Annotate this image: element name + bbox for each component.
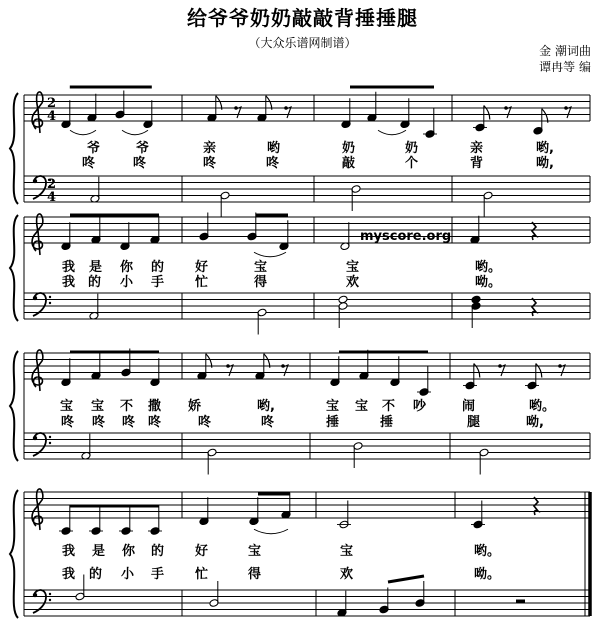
eighth-rest-icon [281, 364, 288, 376]
quarter-rest-icon [534, 497, 538, 515]
lyricist-credit: 金 潮词曲 [539, 44, 591, 58]
lyric-syllable: 呦。 [475, 275, 502, 290]
lyric-syllable: 咚 [82, 156, 96, 171]
treble-clef-icon [32, 350, 43, 391]
treble-clef-icon [32, 214, 43, 255]
lyric-syllable: 哟 [267, 141, 281, 156]
eighth-rest-icon [564, 106, 571, 118]
note-beam [388, 576, 424, 582]
lyric-syllable: 宝 [254, 260, 268, 275]
eighth-rest-icon [234, 106, 241, 118]
lyric-syllable: 得 [254, 275, 268, 290]
time-sig-bottom: 4 [47, 109, 57, 124]
lyric-syllable: 宝 [355, 399, 369, 414]
brace [10, 351, 18, 461]
lyric-syllable: 手 [151, 567, 165, 582]
brace [10, 93, 18, 204]
lyric-syllable: 宝 [340, 544, 354, 559]
lyric-syllable: 吵 [413, 399, 427, 414]
lyric-syllable: 爷 [136, 141, 150, 156]
lyric-syllable: 小 [120, 275, 134, 290]
lyric-syllable: 哟, [257, 399, 275, 414]
lyric-syllable: 咚 [203, 156, 217, 171]
lyric-syllable: 宝 [326, 399, 340, 414]
eighth-rest-icon [226, 364, 233, 376]
lyric-syllable: 是 [92, 544, 106, 559]
slur [378, 130, 406, 135]
lyric-syllable: 咚 [266, 156, 280, 171]
lyric-syllable: 欢 [340, 567, 354, 582]
lyric-syllable: 爷 [87, 141, 101, 156]
lyric-syllable: 宝 [60, 399, 74, 414]
quarter-rest-icon [532, 298, 536, 316]
arranger-credit: 谭冉等 编 [539, 60, 591, 74]
lyric-syllable: 我 [62, 275, 76, 290]
time-sig-top: 2 [47, 177, 57, 192]
lyric-syllable: 我 [62, 260, 76, 275]
watermark: myscore.org [360, 229, 452, 244]
half-rest-icon [516, 600, 525, 604]
lyric-syllable: 娇 [188, 399, 202, 414]
lyric-syllable: 好 [195, 544, 209, 559]
time-sig-bottom: 4 [47, 190, 57, 205]
lyric-syllable: 的 [88, 275, 102, 290]
lyric-syllable: 我 [62, 567, 76, 582]
staff-lines [10, 92, 590, 618]
lyrics [60, 140, 555, 582]
lyric-syllable: 小 [121, 567, 135, 582]
slur [70, 130, 96, 135]
lyric-syllable: 宝 [248, 544, 262, 559]
lyric-syllable: 好 [195, 260, 209, 275]
lyric-syllable: 撒 [148, 399, 162, 414]
lyric-syllable: 呦, [526, 415, 544, 430]
lyric-syllable: 个 [405, 156, 419, 171]
slur [254, 529, 288, 534]
lyric-syllable: 不 [120, 399, 134, 414]
lyric-syllable: 宝 [346, 260, 360, 275]
time-sig-top: 2 [47, 96, 57, 111]
lyric-syllable: 哟。 [475, 260, 502, 275]
lyric-syllable: 欢 [346, 275, 360, 290]
brace [10, 215, 18, 321]
lyric-syllable: 你 [120, 260, 134, 275]
lyric-syllable: 手 [151, 275, 165, 290]
lyric-syllable: 的 [89, 567, 103, 582]
lyric-syllable: 亲 [203, 141, 217, 156]
lyric-syllable: 亲 [470, 141, 484, 156]
lyric-syllable: 忙 [195, 275, 209, 290]
lyric-syllable: 哟。 [529, 399, 556, 414]
lyric-syllable: 捶 [326, 415, 340, 430]
lyric-syllable: 背 [470, 156, 484, 171]
eighth-rest-icon [498, 364, 505, 376]
time-signature [47, 96, 56, 124]
lyric-syllable: 我 [62, 544, 76, 559]
time-signature [47, 177, 56, 205]
eighth-rest-icon [284, 106, 291, 118]
eighth-rest-icon [558, 364, 565, 376]
lyric-syllable: 哟。 [474, 544, 501, 559]
lyric-syllable: 是 [89, 260, 103, 275]
lyric-syllable: 呦, [536, 156, 554, 171]
lyric-syllable: 咚 [61, 415, 75, 430]
lyric-syllable: 你 [122, 544, 136, 559]
lyric-syllable: 呦。 [474, 567, 501, 582]
lyric-syllable: 宝 [91, 399, 105, 414]
eighth-rest-icon [504, 106, 511, 118]
song-title: 给爷爷奶奶敲敲背捶捶腿 [187, 6, 418, 30]
lyric-syllable: 咚 [133, 156, 147, 171]
brace [10, 490, 18, 618]
lyric-syllable: 闹 [462, 399, 476, 414]
treble-clef-icon [32, 489, 43, 530]
lyric-syllable: 的 [151, 260, 165, 275]
lyric-syllable: 捶 [380, 415, 394, 430]
treble-clef-icon [32, 92, 43, 133]
lyric-syllable: 咚 [261, 415, 275, 430]
song-subtitle: （大众乐谱网制谱） [248, 36, 357, 50]
slur [254, 252, 286, 257]
lyric-syllable: 咚 [198, 415, 212, 430]
lyric-syllable: 忙 [195, 567, 209, 582]
lyric-syllable: 咚 [92, 415, 106, 430]
quarter-rest-icon [532, 222, 536, 240]
lyric-syllable: 奶 [405, 141, 419, 156]
lyric-syllable: 得 [248, 567, 262, 582]
slur [122, 130, 148, 135]
lyric-syllable: 敲 [342, 156, 356, 171]
lyric-syllable: 奶 [342, 141, 356, 156]
lyric-syllable: 咚 [148, 415, 162, 430]
lyric-syllable: 咚 [122, 415, 136, 430]
lyric-syllable: 的 [151, 544, 165, 559]
lyric-syllable: 哟, [536, 141, 554, 156]
lyric-syllable: 不 [382, 399, 396, 414]
lyric-syllable: 腿 [467, 415, 481, 430]
